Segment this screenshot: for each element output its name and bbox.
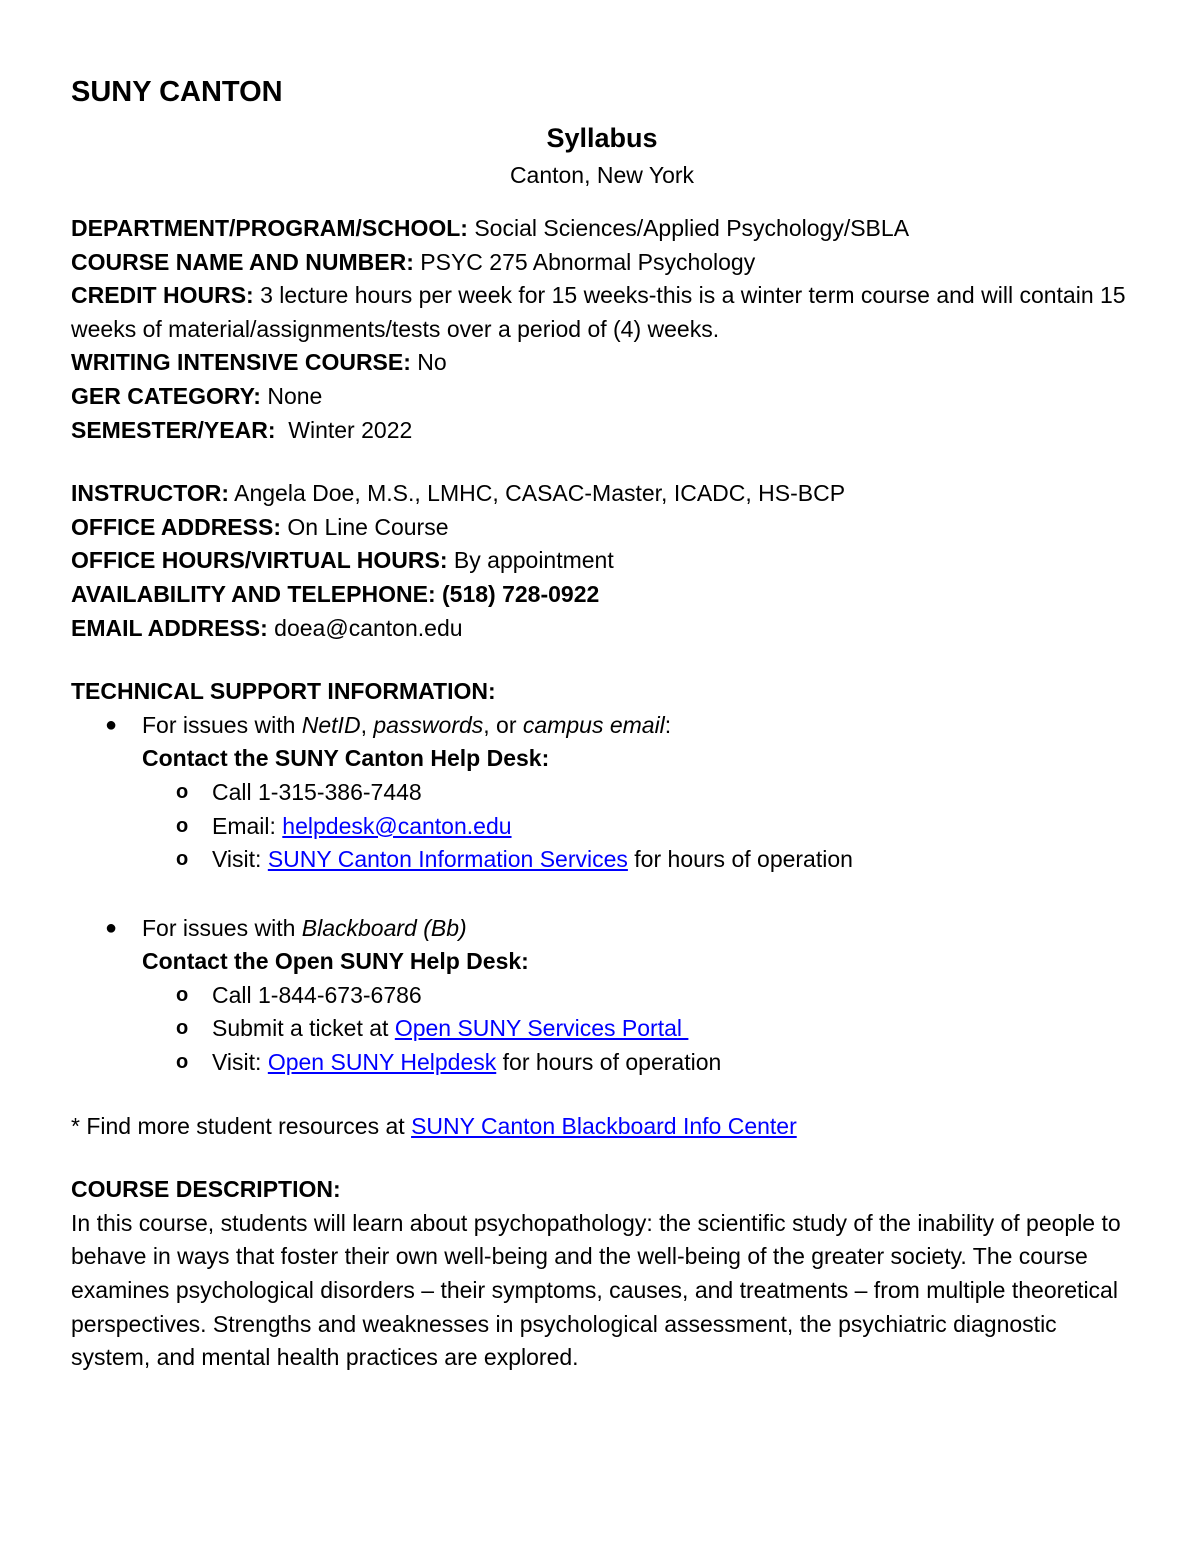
tech-support-section (71, 675, 1133, 1143)
open-suny-services-portal-link[interactable]: Open SUNY Services Portal (394, 1015, 689, 1042)
bullet-icon: ● (105, 916, 118, 939)
office-address-line (71, 511, 1133, 545)
blackboard-info-center-link[interactable]: SUNY Canton Blackboard Info Center (411, 1112, 797, 1139)
writing-intensive-line (71, 346, 1133, 380)
student-resources-line: * Find more student resources at SUNY Canton Blackboard Info Center (71, 1112, 797, 1139)
department-value: Social Sciences/Applied Psychology/SBLA (467, 215, 910, 241)
course-name-label: COURSE NAME AND NUMBER: (71, 248, 414, 275)
telephone-line (71, 578, 1133, 612)
office-address-value: On Line Course (281, 513, 449, 540)
netid-term: NetID (301, 711, 361, 738)
blackboard-term: Blackboard (Bb) (301, 914, 467, 941)
semester-label: SEMESTER/YEAR: (71, 416, 276, 443)
course-description-section (71, 1173, 1133, 1375)
passwords-term: passwords (373, 711, 484, 738)
canton-info-services-link[interactable]: SUNY Canton Information Services (267, 846, 628, 873)
semester-line (71, 414, 1133, 448)
office-hours-label: OFFICE HOURS/VIRTUAL HOURS: (71, 547, 448, 574)
department-label: DEPARTMENT/PROGRAM/SCHOOL: (71, 215, 468, 241)
open-suny-call-item: o Call 1-844-673-6786 (71, 979, 1133, 1013)
course-info-block (71, 212, 1133, 447)
email-label: EMAIL ADDRESS: (71, 614, 268, 641)
tech-support-heading: TECHNICAL SUPPORT INFORMATION: (71, 678, 496, 705)
office-hours-line (71, 544, 1133, 578)
document-title: Syllabus (546, 123, 658, 153)
circle-bullet-icon: o (176, 1051, 189, 1074)
course-name-line (71, 246, 1133, 280)
course-name-value: PSYC 275 Abnormal Psychology (413, 248, 756, 275)
helpdesk-email-link[interactable]: helpdesk@canton.edu (282, 812, 512, 839)
instructor-label: INSTRUCTOR: (71, 480, 230, 507)
credit-hours-line (71, 279, 1133, 346)
circle-bullet-icon: o (176, 848, 189, 871)
open-suny-helpdesk-link[interactable]: Open SUNY Helpdesk (267, 1049, 497, 1076)
telephone-label: AVAILABILITY AND TELEPHONE: (71, 580, 436, 607)
credit-hours-label: CREDIT HOURS: (71, 282, 254, 309)
writing-intensive-label: WRITING INTENSIVE COURSE: (71, 349, 411, 376)
blackboard-issues-item: ● For issues with Blackboard (Bb) (71, 912, 1133, 946)
course-description-heading: COURSE DESCRIPTION: (71, 1176, 341, 1203)
telephone-value: (518) 728-0922 (435, 580, 600, 607)
instructor-info-block (71, 477, 1133, 645)
open-suny-ticket-item: o Submit a ticket at Open SUNY Services Portal (71, 1012, 1133, 1046)
office-hours-value: By appointment (447, 547, 614, 574)
canton-helpdesk-contact: Contact the SUNY Canton Help Desk: (142, 745, 550, 772)
bullet-icon: ● (105, 713, 118, 736)
instructor-line (71, 477, 1133, 511)
location-subtitle: Canton, New York (509, 162, 695, 188)
canton-visit-item: o Visit: SUNY Canton Information Services for hours of operation (71, 843, 1133, 877)
circle-bullet-icon: o (176, 780, 189, 803)
circle-bullet-icon: o (176, 983, 189, 1006)
open-suny-helpdesk-contact: Contact the Open SUNY Help Desk: (142, 948, 529, 975)
writing-intensive-value: No (410, 349, 447, 376)
canton-call-item: o Call 1-315-386-7448 (71, 776, 1133, 810)
open-suny-visit-item: o Visit: Open SUNY Helpdesk for hours of operation (71, 1046, 1133, 1080)
ger-category-value: None (260, 382, 323, 409)
circle-bullet-icon: o (176, 1017, 189, 1040)
netid-issues-item: ● For issues with NetID, passwords, or campus email: (71, 709, 1133, 743)
institution-title: SUNY CANTON (71, 76, 283, 108)
campus-email-term: campus email (522, 711, 665, 738)
credit-hours-value: 3 lecture hours per week for 15 weeks-this is a winter term course and will contain 15 weeks of material/assignments/tests over a period of (4) weeks. (71, 282, 1126, 342)
ger-category-label: GER CATEGORY: (71, 382, 261, 409)
email-line (71, 612, 1133, 646)
ger-category-line (71, 380, 1133, 414)
office-address-label: OFFICE ADDRESS: (71, 513, 281, 540)
circle-bullet-icon: o (176, 814, 189, 837)
semester-value: Winter 2022 (275, 416, 413, 443)
syllabus-page (71, 72, 1133, 1375)
instructor-value: Angela Doe, M.S., LMHC, CASAC-Master, ICADC, HS-BCP (229, 480, 846, 507)
department-line (71, 212, 1133, 246)
email-value: doea@canton.edu (267, 614, 463, 641)
course-description-text: In this course, students will learn about psychopathology: the scientific study of the inability of people to behave in ways that foster their own well-being and the well-being of the greater society. The course examines psychological disorders – their symptoms, causes, and treatments – from multiple theoretical perspectives. Strengths and weaknesses in psychological assessment, the psychiatric diagnostic system, and mental health practices are explored. (71, 1209, 1121, 1371)
canton-email-item: o Email: helpdesk@canton.edu (71, 810, 1133, 844)
